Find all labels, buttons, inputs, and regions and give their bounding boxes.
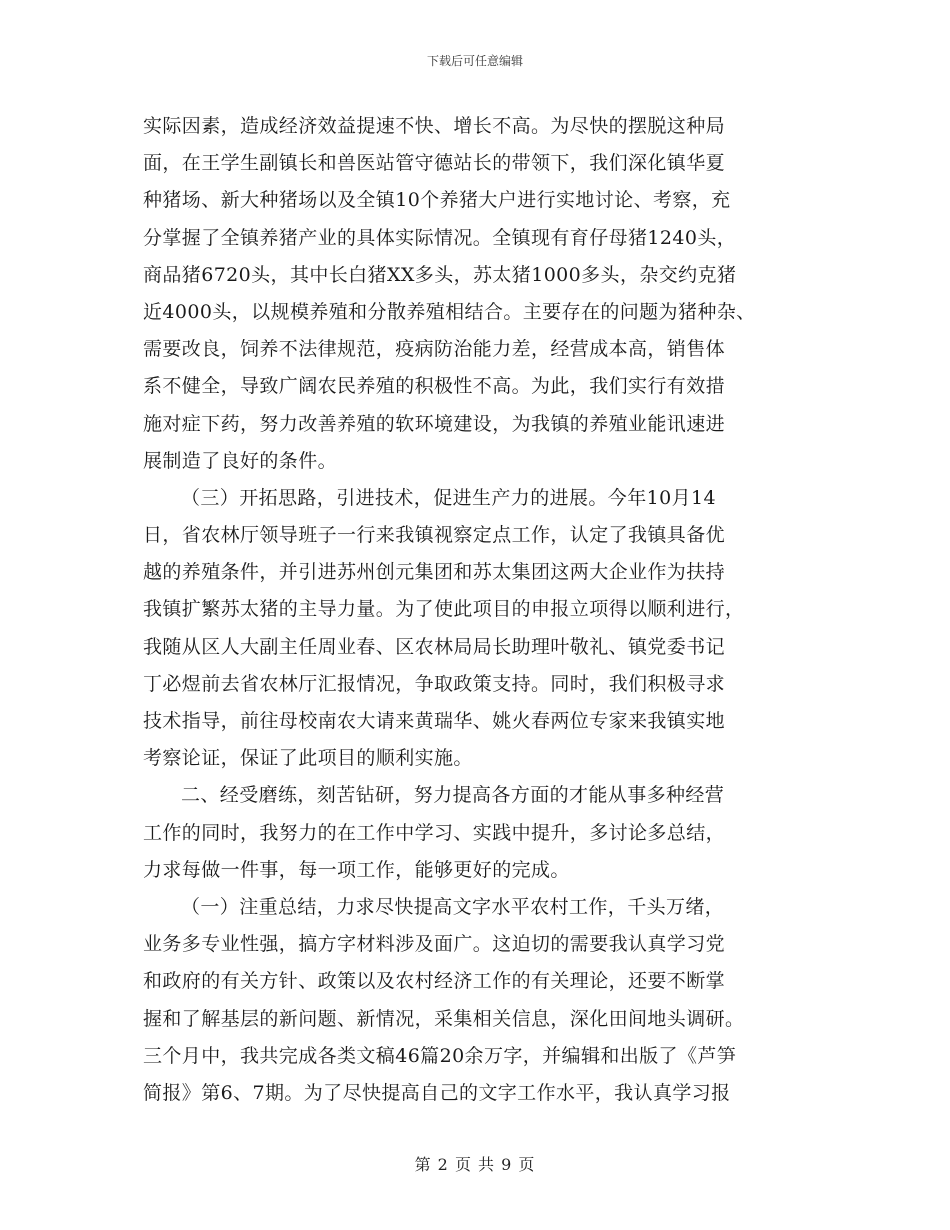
text-line: 越的养殖条件，并引进苏州创元集团和苏太集团这两大企业作为扶持 [143,561,726,584]
document-body [143,108,823,1112]
text-line: 工作的同时，我努力的在工作中学习、实践中提升，多讨论多总结， [143,821,726,844]
text-line: 力求每做一件事，每一项工作，能够更好的完成。 [143,858,570,881]
text-line: 丁必煜前去省农林厅汇报情况，争取政策支持。同时，我们积极寻求 [143,672,726,695]
text-line: 二、经受磨练，刻苦钻研，努力提高各方面的才能从事多种经营 [181,784,725,807]
text-line: 商品猪6720头，其中长白猪XX多头，苏太猪1000多头，杂交约克猪 [143,263,737,286]
text-line: 面，在王学生副镇长和兽医站管守德站长的带领下，我们深化镇华夏 [143,152,726,175]
text-line: 近4000头，以规模养殖和分散养殖相结合。主要存在的问题为猪种杂、 [143,300,756,323]
text-line: 三个月中，我共完成各类文稿46篇20余万字，并编辑和出版了《芦笋 [143,1044,737,1067]
text-line: 和政府的有关方针、政策以及农村经济工作的有关理论，还要不断掌 [143,970,726,993]
text-line: 技术指导，前往母校南农大请来黄瑞华、姚火春两位专家来我镇实地 [143,710,726,732]
text-line: 实际因素，造成经济效益提速不快、增长不高。为尽快的摆脱这种局 [143,115,726,137]
page-number: 第 2 页 共 9 页 [414,1155,536,1174]
page-header: 下载后可任意编辑 [426,54,523,68]
text-line: 分掌握了全镇养猪产业的具体实际情况。全镇现有育仔母猪1240头， [143,226,737,249]
text-line: 施对症下药，努力改善养殖的软环境建设，为我镇的养殖业能讯速进 [143,412,726,435]
text-line: 我镇扩繁苏太猪的主导力量。为了使此项目的申报立项得以顺利进行， [143,598,745,621]
text-line: 业务多专业性强，搞方字材料涉及面广。这迫切的需要我认真学习党 [143,933,726,956]
text-line: 需要改良，饲养不法律规范，疫病防治能力差，经营成本高，销售体 [143,338,726,361]
text-line: 展制造了良好的条件。 [143,449,338,472]
text-line: 握和了解基层的新问题、新情况，采集相关信息，深化田间地头调研。 [143,1007,745,1030]
text-line: 系不健全，导致广阔农民养殖的积极性不高。为此，我们实行有效措 [143,375,726,398]
text-line: （三）开拓思路，引进技术，促进生产力的进展。今年10月14 [181,486,716,509]
text-line: （一）注重总结，力求尽快提高文字水平农村工作，千头万绪， [181,895,725,918]
text-line: 日，省农林厅领导班子一行来我镇视察定点工作，认定了我镇具备优 [143,524,726,547]
text-line: 简报》第6、7期。为了尽快提高自己的文字工作水平，我认真学习报 [143,1081,731,1104]
text-line: 种猪场、新大种猪场以及全镇10个养猪大户进行实地讨论、考察，充 [143,189,731,212]
text-line: 我随从区人大副主任周业春、区农林局局长助理叶敬礼、镇党委书记 [143,635,726,658]
text-line: 考察论证，保证了此项目的顺利实施。 [143,747,473,770]
